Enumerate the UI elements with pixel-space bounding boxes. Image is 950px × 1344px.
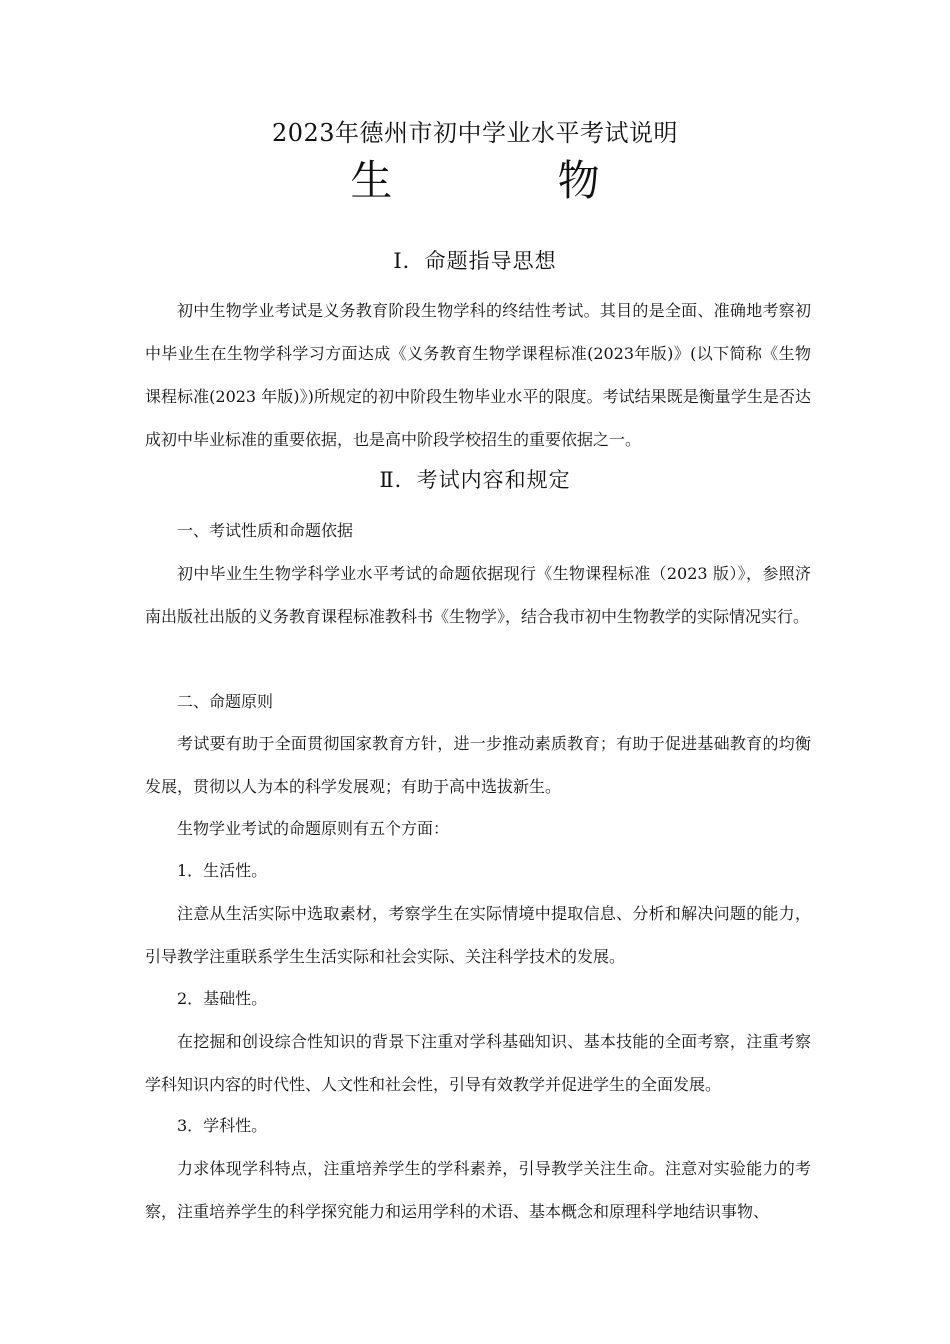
section-heading-2: Ⅱ．考试内容和规定 [379,468,571,492]
principle-2-title: 2．基础性。 [177,989,268,1008]
section-heading-1: Ⅰ．命题指导思想 [393,249,557,273]
principle-1-text: 注意从生活实际中选取素材，考察学生在实际情境中提取信息、分析和解决问题的能力，引导教学注重联系学生生活实际和社会实际、关注科学技术的发展。 [145,904,811,966]
principles-paragraph: 考试要有助于全面贯彻国家教育方针，进一步推动素质教育；有助于促进基础教育的均衡发展，贯彻以人为本的科学发展观；有助于高中选拔新生。 [145,734,811,796]
subject-title: 生 物 [350,156,676,205]
principles-intro: 生物学业考试的命题原则有五个方面： [177,819,450,838]
document-title: 2023年德州市初中学业水平考试说明 [271,119,679,147]
principle-2-text: 在挖掘和创设综合性知识的背景下注重对学科基础知识、基本技能的全面考察，注重考察学科知识内容的时代性、人文性和社会性，引导有效教学并促进学生的全面发展。 [145,1032,811,1094]
principle-3-text: 力求体现学科特点，注重培养学生的学科素养，引导教学关注生命。注意对实验能力的考察，注重培养学生的科学探究能力和运用学科的术语、基本概念和原理科学地结识事物、 [145,1159,811,1221]
subheading-principles: 二、命题原则 [177,692,274,711]
subheading-exam-nature: 一、考试性质和命题依据 [177,521,354,540]
principle-3-title: 3．学科性。 [177,1116,268,1135]
section1-paragraph: 初中生物学业考试是义务教育阶段生物学科的终结性考试。其目的是全面、准确地考察初中毕业生在生物学科学习方面达成《义务教育生物学课程标准(2023年版)》(以下简称《生物课程标准(2023 年版)》)所规定的初中阶段生物毕业水平的限度。考试结果既是衡量学生是否达成初中毕业标准的重要依据，也是高中阶段学校招生的重要依据之一。 [145,301,811,449]
exam-basis-paragraph: 初中毕业生生物学科学业水平考试的命题依据现行《生物课程标准（2023 版）》，参照济南出版社出版的义务教育课程标准教科书《生物学》，结合我市初中生物教学的实际情况实行。 [145,564,811,626]
principle-1-title: 1．生活性。 [177,861,268,880]
